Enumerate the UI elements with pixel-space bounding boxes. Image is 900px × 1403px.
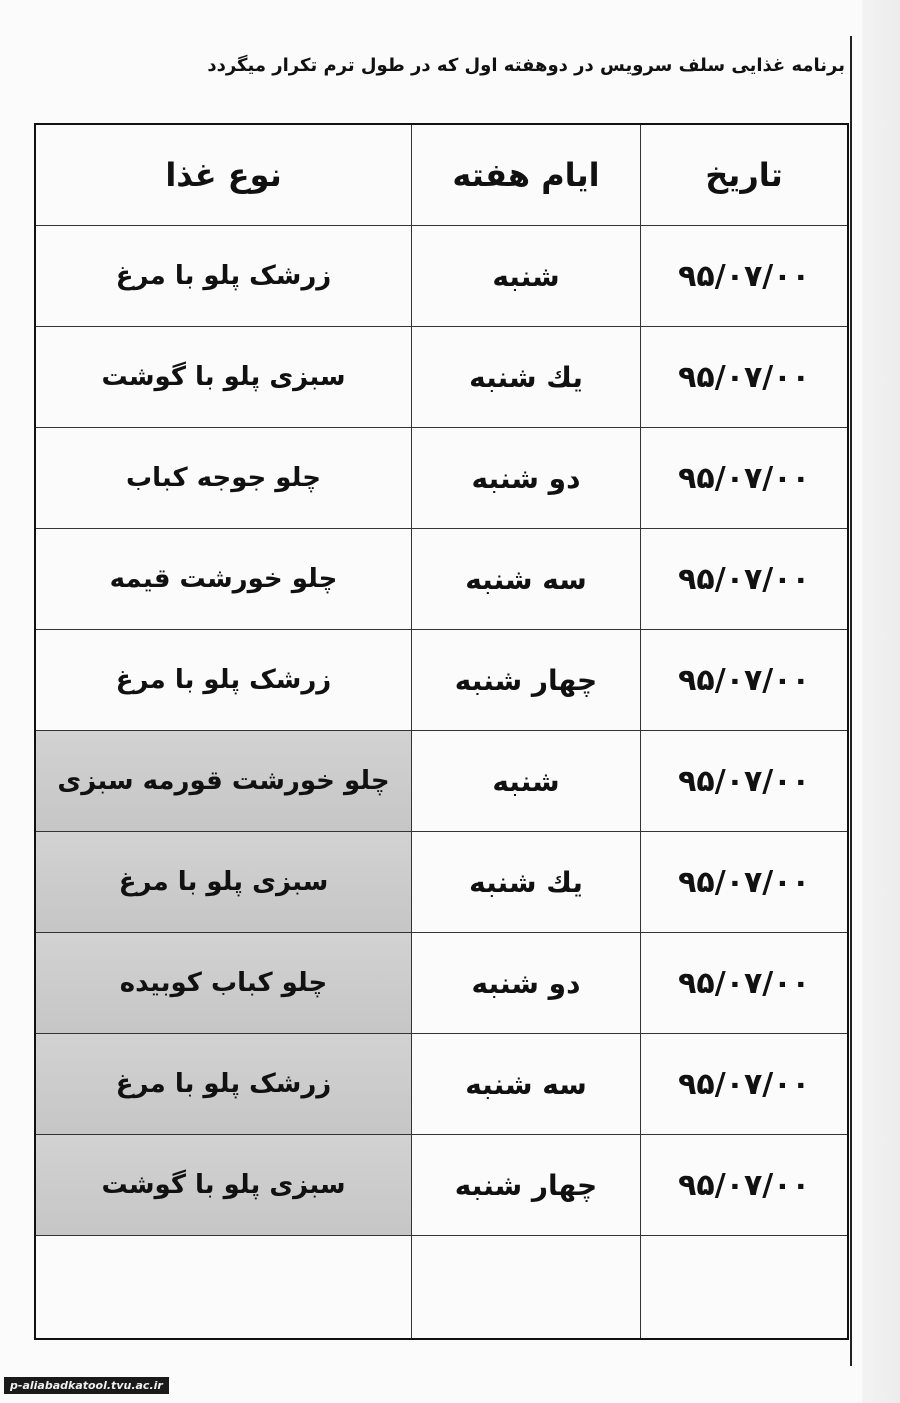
page-border-line: [850, 36, 852, 1366]
table-header-row: [36, 125, 847, 226]
food-cell: زرشک پلو با مرغ: [36, 630, 412, 730]
food-cell: چلو خورشت قورمه سبزی: [36, 731, 412, 831]
table-row-empty: [36, 1236, 847, 1338]
date-cell: ۹۵/۰۷/۰۰: [678, 763, 810, 799]
food-cell: چلو خورشت قیمه: [36, 529, 412, 629]
site-watermark: p-aliabadkatool.tvu.ac.ir: [4, 1377, 169, 1394]
food-cell: زرشک پلو با مرغ: [36, 226, 412, 326]
table-row: [36, 933, 847, 1034]
date-cell: ۹۵/۰۷/۰۰: [678, 662, 810, 698]
date-cell: ۹۵/۰۷/۰۰: [678, 359, 810, 395]
food-cell: چلو کباب کوبیده: [36, 933, 412, 1033]
scan-edge: [862, 0, 900, 1403]
food-cell: چلو جوجه کباب: [36, 428, 412, 528]
day-cell: چهار شنبه: [412, 1135, 641, 1235]
day-cell: [412, 1236, 641, 1338]
day-cell: یك شنبه: [412, 327, 641, 427]
table-row: [36, 428, 847, 529]
date-cell: ۹۵/۰۷/۰۰: [678, 864, 810, 900]
table-row: [36, 630, 847, 731]
table-row: [36, 1135, 847, 1236]
table-row: [36, 226, 847, 327]
day-cell: چهار شنبه: [412, 630, 641, 730]
food-cell: سبزی پلو با گوشت: [36, 327, 412, 427]
date-cell: ۹۵/۰۷/۰۰: [678, 561, 810, 597]
food-cell: زرشک پلو با مرغ: [36, 1034, 412, 1134]
date-cell: [641, 1236, 847, 1338]
date-cell: ۹۵/۰۷/۰۰: [678, 460, 810, 496]
day-cell: یك شنبه: [412, 832, 641, 932]
date-cell: ۹۵/۰۷/۰۰: [678, 1066, 810, 1102]
header-day: ایام هفته: [412, 125, 641, 225]
day-cell: شنبه: [412, 731, 641, 831]
header-food: نوع غذا: [36, 125, 412, 225]
table-row: [36, 832, 847, 933]
day-cell: سه شنبه: [412, 1034, 641, 1134]
table-row: [36, 529, 847, 630]
food-cell: سبزی پلو با گوشت: [36, 1135, 412, 1235]
table-row: [36, 731, 847, 832]
table-row: [36, 1034, 847, 1135]
table-row: [36, 327, 847, 428]
page-title: برنامه غذایی سلف سرویس در دوهفته اول که در طول ترم تکرار میگردد: [207, 55, 845, 76]
date-cell: ۹۵/۰۷/۰۰: [678, 1167, 810, 1203]
food-cell: [36, 1236, 412, 1338]
day-cell: دو شنبه: [412, 933, 641, 1033]
day-cell: شنبه: [412, 226, 641, 326]
meal-schedule-table: [34, 123, 849, 1340]
header-date: تاریخ: [705, 156, 783, 194]
date-cell: ۹۵/۰۷/۰۰: [678, 965, 810, 1001]
food-cell: سبزی پلو با مرغ: [36, 832, 412, 932]
day-cell: دو شنبه: [412, 428, 641, 528]
date-cell: ۹۵/۰۷/۰۰: [678, 258, 810, 294]
day-cell: سه شنبه: [412, 529, 641, 629]
